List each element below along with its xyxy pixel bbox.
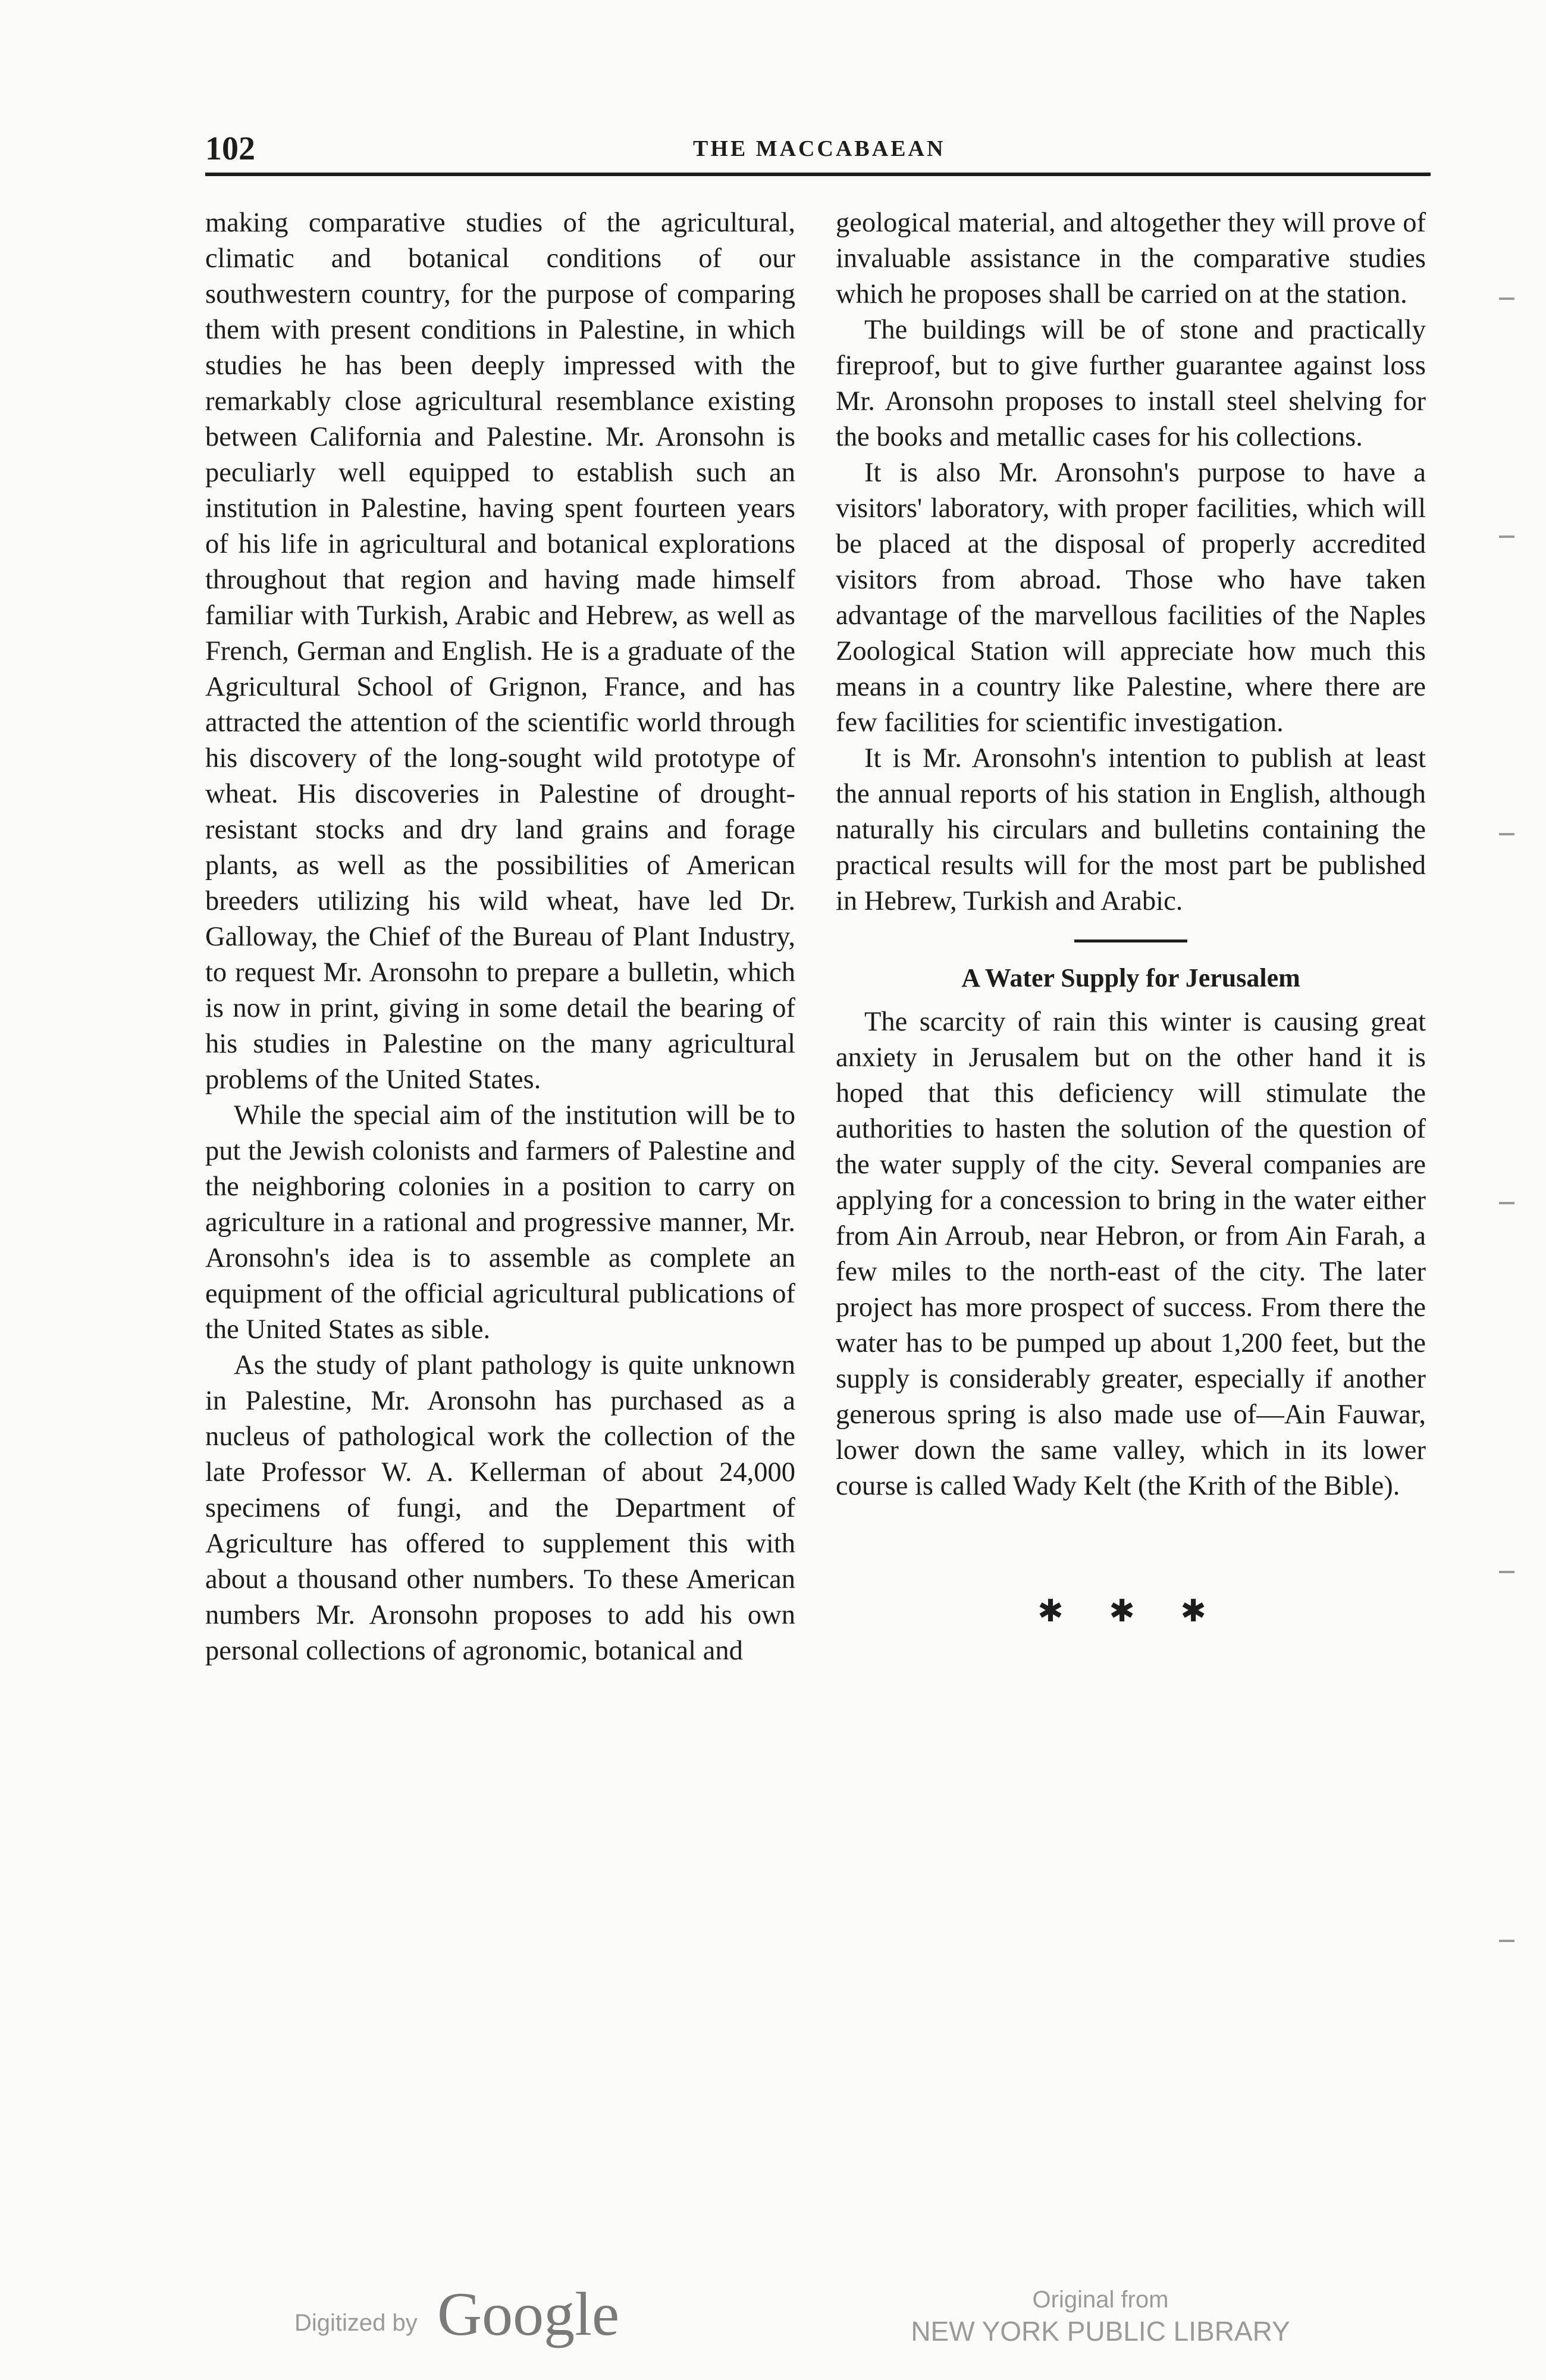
page-header [205, 125, 1431, 178]
digitized-by-google [294, 2279, 651, 2350]
paragraph: making comparative studies of the agricultural, climatic and botanical conditions of our southwestern country, for the purpose of comparing them with present conditions in Palestine, in which studies he has been deeply impressed with the remarkably close agricultural resemblance existing between California and Palestine. Mr. Aronsohn is peculiarly well equipped to establish such an institution in Palestine, having spent fourteen years of his life in agricultural and botanical explorations throughout that region and having made himself familiar with Turkish, Arabic and Hebrew, as well as French, German and English. He is a graduate of the Agricultural School of Grignon, France, and has attracted the attention of the scientific world through his discovery of the long-sought wild prototype of wheat. His discoveries in Palestine of drought-resistant stocks and dry land grains and forage plants, as well as the possibilities of American breeders utilizing his wild wheat, have led Dr. Galloway, the Chief of the Bureau of Plant Industry, to request Mr. Aronsohn to prepare a bulletin, which is now in print, giving in some detail the bearing of his studies in Palestine on the many agricultural problems of the United States. [205, 208, 795, 1095]
library-name: NEW YORK PUBLIC LIBRARY [911, 2316, 1290, 2347]
paragraph: While the special aim of the institution will be to put the Jewish colonists and farmers of Palestine and the neighboring colonies in a position to carry on agriculture in a rational and progressive manner, Mr. Aronsohn's idea is to assemble as complete an equipment of the official agricultural publications of the United States as sible. [205, 1100, 795, 1345]
paragraph: geological material, and altogether they will prove of invaluable assistance in the comparative studies which he proposes shall be carried on at the station. [836, 208, 1426, 309]
paragraph: The buildings will be of stone and practically fireproof, but to give further guarantee against loss Mr. Aronsohn proposes to install steel shelving for the books and metallic cases for his collections. [836, 315, 1426, 452]
right-column [836, 205, 1426, 1629]
running-head: THE MACCABAEAN [693, 136, 946, 161]
edge-mark [1499, 833, 1514, 835]
section-divider [1074, 940, 1187, 942]
header-rule [205, 173, 1431, 176]
page-number: 102 [205, 130, 255, 167]
paragraph: As the study of plant pathology is quite unknown in Palestine, Mr. Aronsohn has purchased as a nucleus of pathological work the collection of the late Professor W. A. Kellerman of about 24,000 specimens of fungi, and the Department of Agriculture has offered to supplement this with about a thousand other numbers. To these American numbers Mr. Aronsohn proposes to add his own personal collections of agronomic, botanical and [205, 1350, 795, 1666]
edge-mark [1499, 1940, 1514, 1942]
edge-mark [1499, 1202, 1514, 1204]
scan-edge-marks [1499, 226, 1541, 2130]
library-attribution [892, 2285, 1309, 2348]
edge-mark [1499, 1571, 1514, 1573]
digitized-by-label: Digitized by [294, 2310, 418, 2336]
section-title: A Water Supply for Jerusalem [961, 963, 1300, 992]
original-from-label: Original from [1032, 2287, 1169, 2313]
google-logo: Google [437, 2280, 620, 2348]
edge-mark [1499, 536, 1514, 538]
edge-mark [1499, 298, 1514, 300]
paragraph: It is Mr. Aronsohn's intention to publish at least the annual reports of his station in English, although naturally his circulars and bulletins containing the practical results will for the most part be published in Hebrew, Turkish and Arabic. [836, 743, 1426, 916]
paragraph: The scarcity of rain this winter is causing great anxiety in Jerusalem but on the other hand it is hoped that this deficiency will stimulate the authorities to hasten the solution of the question of the water supply of the city. Several companies are applying for a concession to bring in the water either from Ain Arroub, near Hebron, or from Ain Farah, a few miles to the north-east of the city. The later project has more prospect of success. From there the water has to be pumped up about 1,200 feet, but the supply is considerably greater, especially if another generous spring is also made use of—Ain Fauwar, lower down the same valley, which in its lower course is called Wady Kelt (the Krith of the Bible). [836, 1007, 1426, 1501]
left-column [205, 205, 795, 1669]
ornament-stars: ✱ ✱ ✱ [1037, 1593, 1224, 1629]
paragraph: It is also Mr. Aronsohn's purpose to have a visitors' laboratory, with proper facilities, which will be placed at the disposal of properly accredited visitors from abroad. Those who have taken advantage of the marvellous facilities of the Naples Zoological Station will appreciate how much this means in a country like Palestine, where there are few facilities for scientific investigation. [836, 458, 1426, 738]
